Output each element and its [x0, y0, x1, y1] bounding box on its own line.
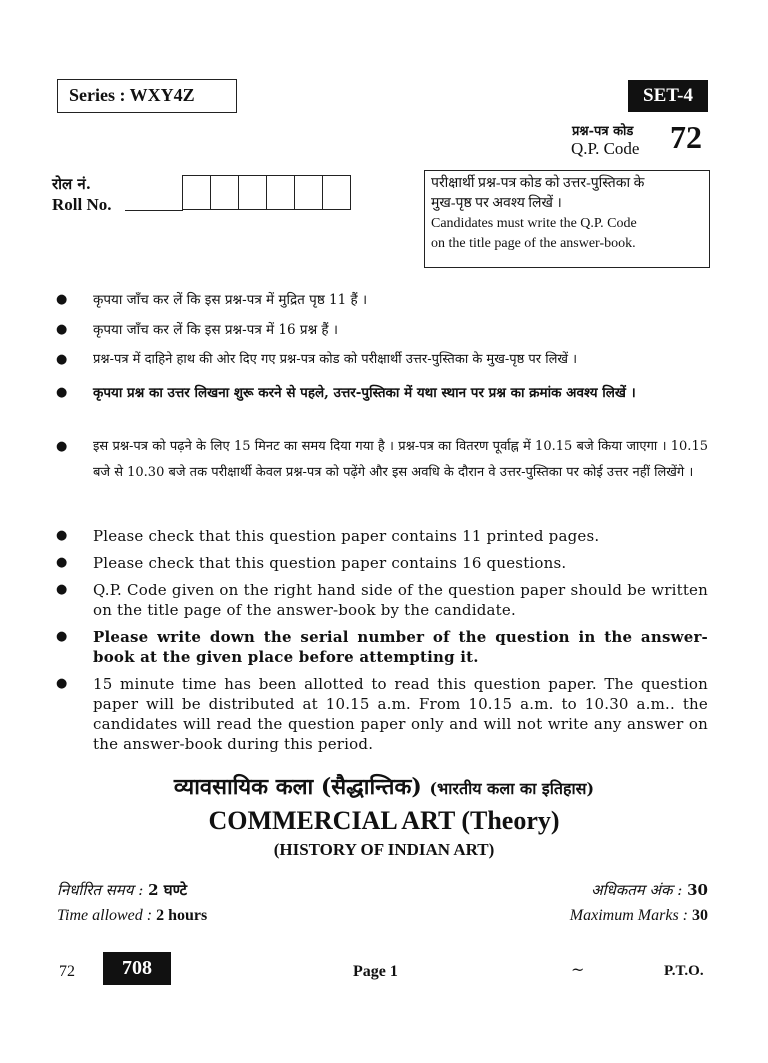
subject-subtitle: (HISTORY OF INDIAN ART) — [273, 840, 495, 859]
footer-code-badge: 708 — [103, 952, 171, 985]
maximum-marks: Maximum Marks : 30 — [569, 907, 708, 924]
roll-underline — [125, 210, 183, 211]
roll-digit-box[interactable] — [294, 175, 323, 210]
subject-title: COMMERCIAL ART (Theory) — [208, 806, 560, 835]
pto-label: P.T.O. — [664, 963, 704, 979]
time-allowed-hindi: निर्धारित समय : 2 घण्टे — [57, 881, 188, 899]
roll-digit-box[interactable] — [238, 175, 267, 210]
maximum-marks-hindi: अधिकतम अंक : 30 — [591, 881, 708, 899]
roll-label-hindi: रोल नं. — [52, 175, 91, 193]
bullet-icon: ● — [56, 292, 68, 307]
set-badge: SET-4 — [628, 80, 708, 112]
footer-tilde: ~ — [571, 960, 585, 979]
bullet-icon: ● — [56, 528, 68, 543]
note-line: Candidates must write the Q.P. Code — [431, 216, 637, 231]
note-line: मुख-पृष्ठ पर अवश्य लिखें । — [431, 196, 562, 211]
note-line: on the title page of the answer-book. — [431, 236, 636, 251]
bullet-icon: ● — [56, 629, 68, 644]
roll-digit-box[interactable] — [210, 175, 239, 210]
page-number: Page 1 — [353, 963, 398, 980]
time-allowed: Time allowed : 2 hours — [57, 907, 208, 924]
bullet-icon: ● — [56, 555, 68, 570]
roll-number-boxes[interactable] — [183, 175, 351, 210]
roll-digit-box[interactable] — [322, 175, 351, 210]
roll-label: Roll No. — [52, 195, 112, 214]
candidate-note-box — [424, 170, 710, 268]
subject-title-hindi: व्यावसायिक कला (सैद्धान्तिक) (भारतीय कला का इतिहास) — [173, 774, 595, 800]
bullet-icon: ● — [56, 582, 68, 597]
bullet-icon: ● — [56, 352, 68, 367]
roll-digit-box[interactable] — [266, 175, 295, 210]
qp-code-label: Q.P. Code — [571, 139, 640, 158]
bullet-icon: ● — [56, 322, 68, 337]
roll-digit-box[interactable] — [182, 175, 211, 210]
qp-code-value: 72 — [670, 119, 702, 155]
footer-qp-code: 72 — [59, 963, 75, 980]
qp-code-label-hindi: प्रश्न-पत्र कोड — [572, 124, 634, 139]
bullet-icon: ● — [56, 676, 68, 691]
bullet-icon: ● — [56, 439, 68, 454]
bullet-icon: ● — [56, 385, 68, 400]
note-line: परीक्षार्थी प्रश्न-पत्र कोड को उत्तर-पुस्तिका के — [431, 176, 645, 191]
series-label: Series : WXY4Z — [57, 79, 237, 113]
